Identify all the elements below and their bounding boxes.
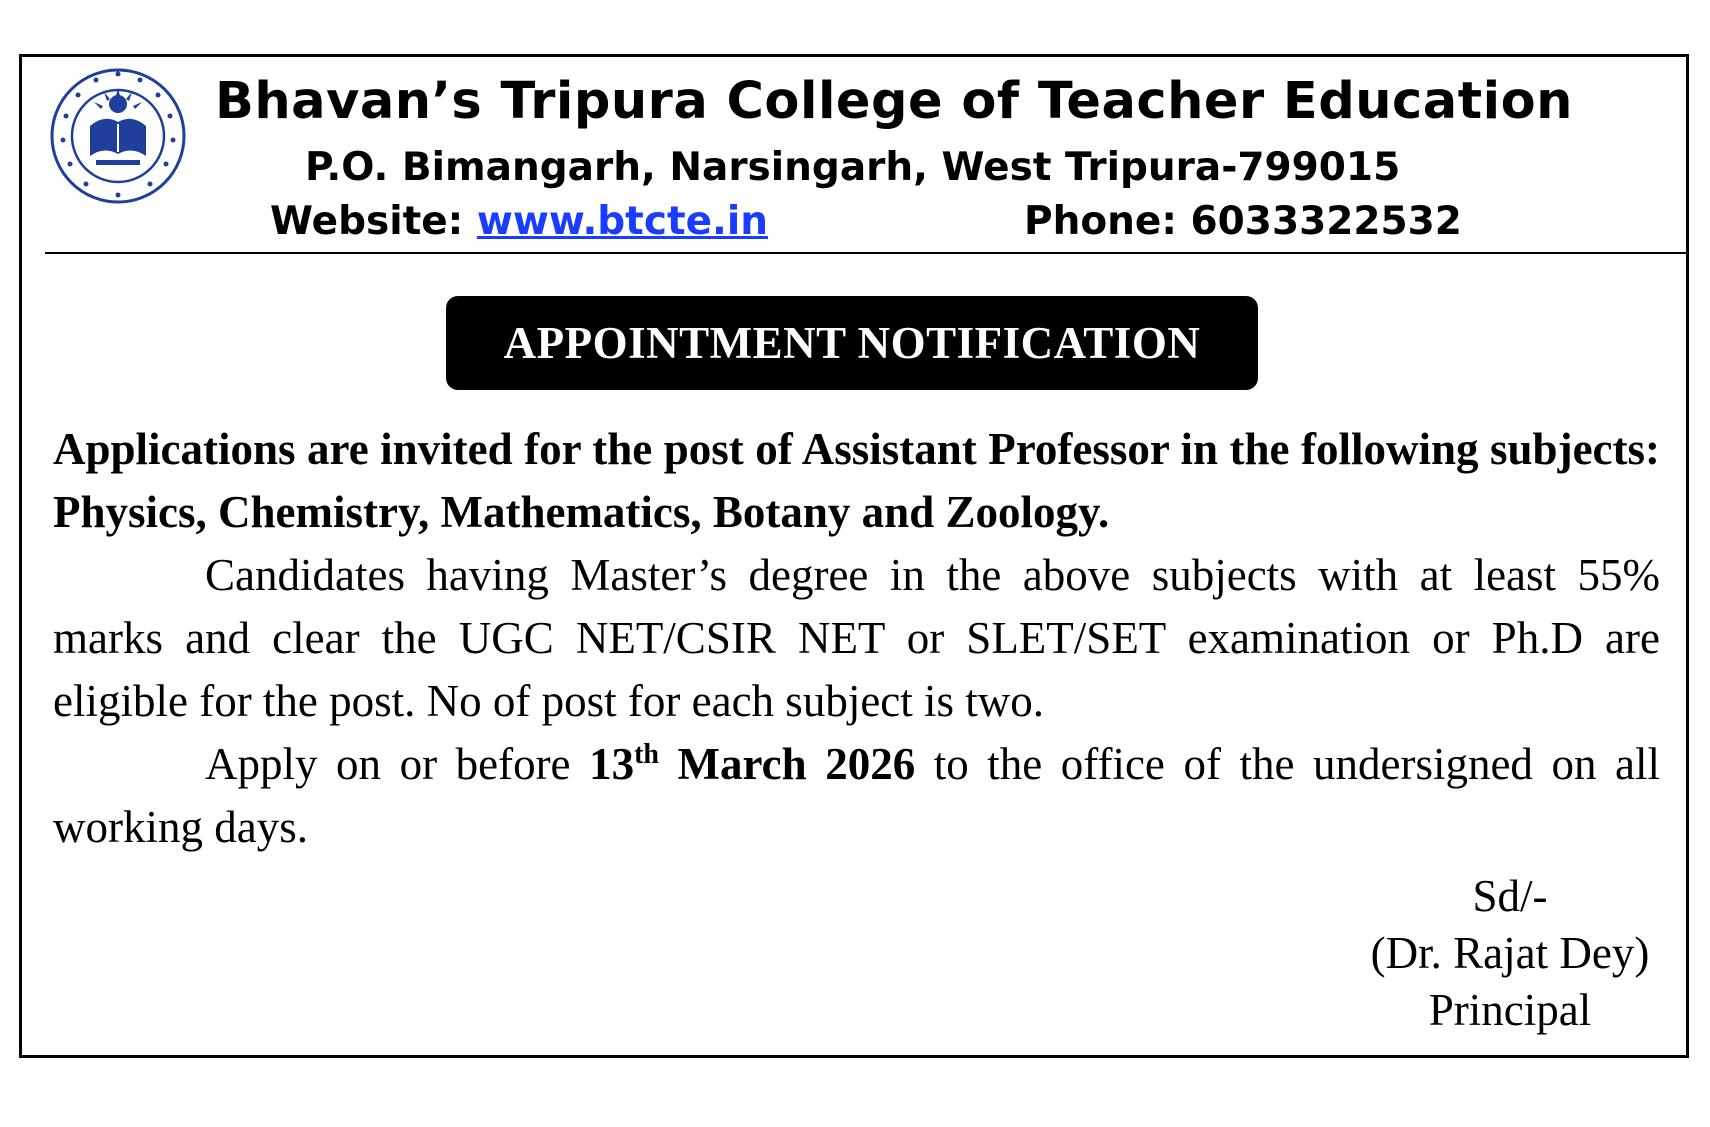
website-line	[270, 199, 768, 244]
phone-number: 6033322532	[1190, 199, 1462, 244]
deadline-paragraph	[53, 733, 1660, 859]
apply-suffix: to the office of the undersigned on all working days.	[53, 739, 1660, 852]
deadline-day: 13	[589, 739, 635, 789]
deadline-month-year: March 2026	[658, 739, 916, 789]
eligibility-paragraph: Candidates having Master’s degree in the above subjects with at least 55% marks and clear the UGC NET/CSIR NET or SLET/SET examination or Ph.D are eligible for the post. No of post for each subject is two.	[53, 550, 1660, 726]
phone-label: Phone:	[1024, 199, 1191, 244]
website-label: Website:	[270, 199, 477, 244]
signature-sd: Sd/-	[1472, 871, 1548, 921]
signature-block	[1360, 868, 1660, 1039]
phone-line	[1024, 199, 1462, 244]
college-seal-logo	[46, 64, 190, 208]
signatory-name: (Dr. Rajat Dey)	[1370, 928, 1650, 978]
notice-title: APPOINTMENT NOTIFICATION	[503, 318, 1201, 368]
notice-body	[53, 418, 1660, 859]
deadline-day-suffix: th	[634, 739, 659, 770]
intro-paragraph: Applications are invited for the post of Assistant Professor in the following subjects: Physics, Chemistry, Mathematics, Botany and Zoology.	[53, 424, 1660, 537]
college-address: P.O. Bimangarh, Narsingarh, West Tripura-799015	[305, 145, 1401, 190]
college-name: Bhavan’s Tripura College of Teacher Education	[215, 72, 1573, 131]
website-link[interactable]: www.btcte.in	[476, 199, 768, 244]
signatory-designation: Principal	[1428, 985, 1592, 1035]
notice-title-banner	[446, 296, 1258, 390]
deadline-date	[589, 739, 915, 789]
header-divider	[45, 252, 1689, 254]
apply-prefix: Apply on or before	[205, 739, 590, 789]
